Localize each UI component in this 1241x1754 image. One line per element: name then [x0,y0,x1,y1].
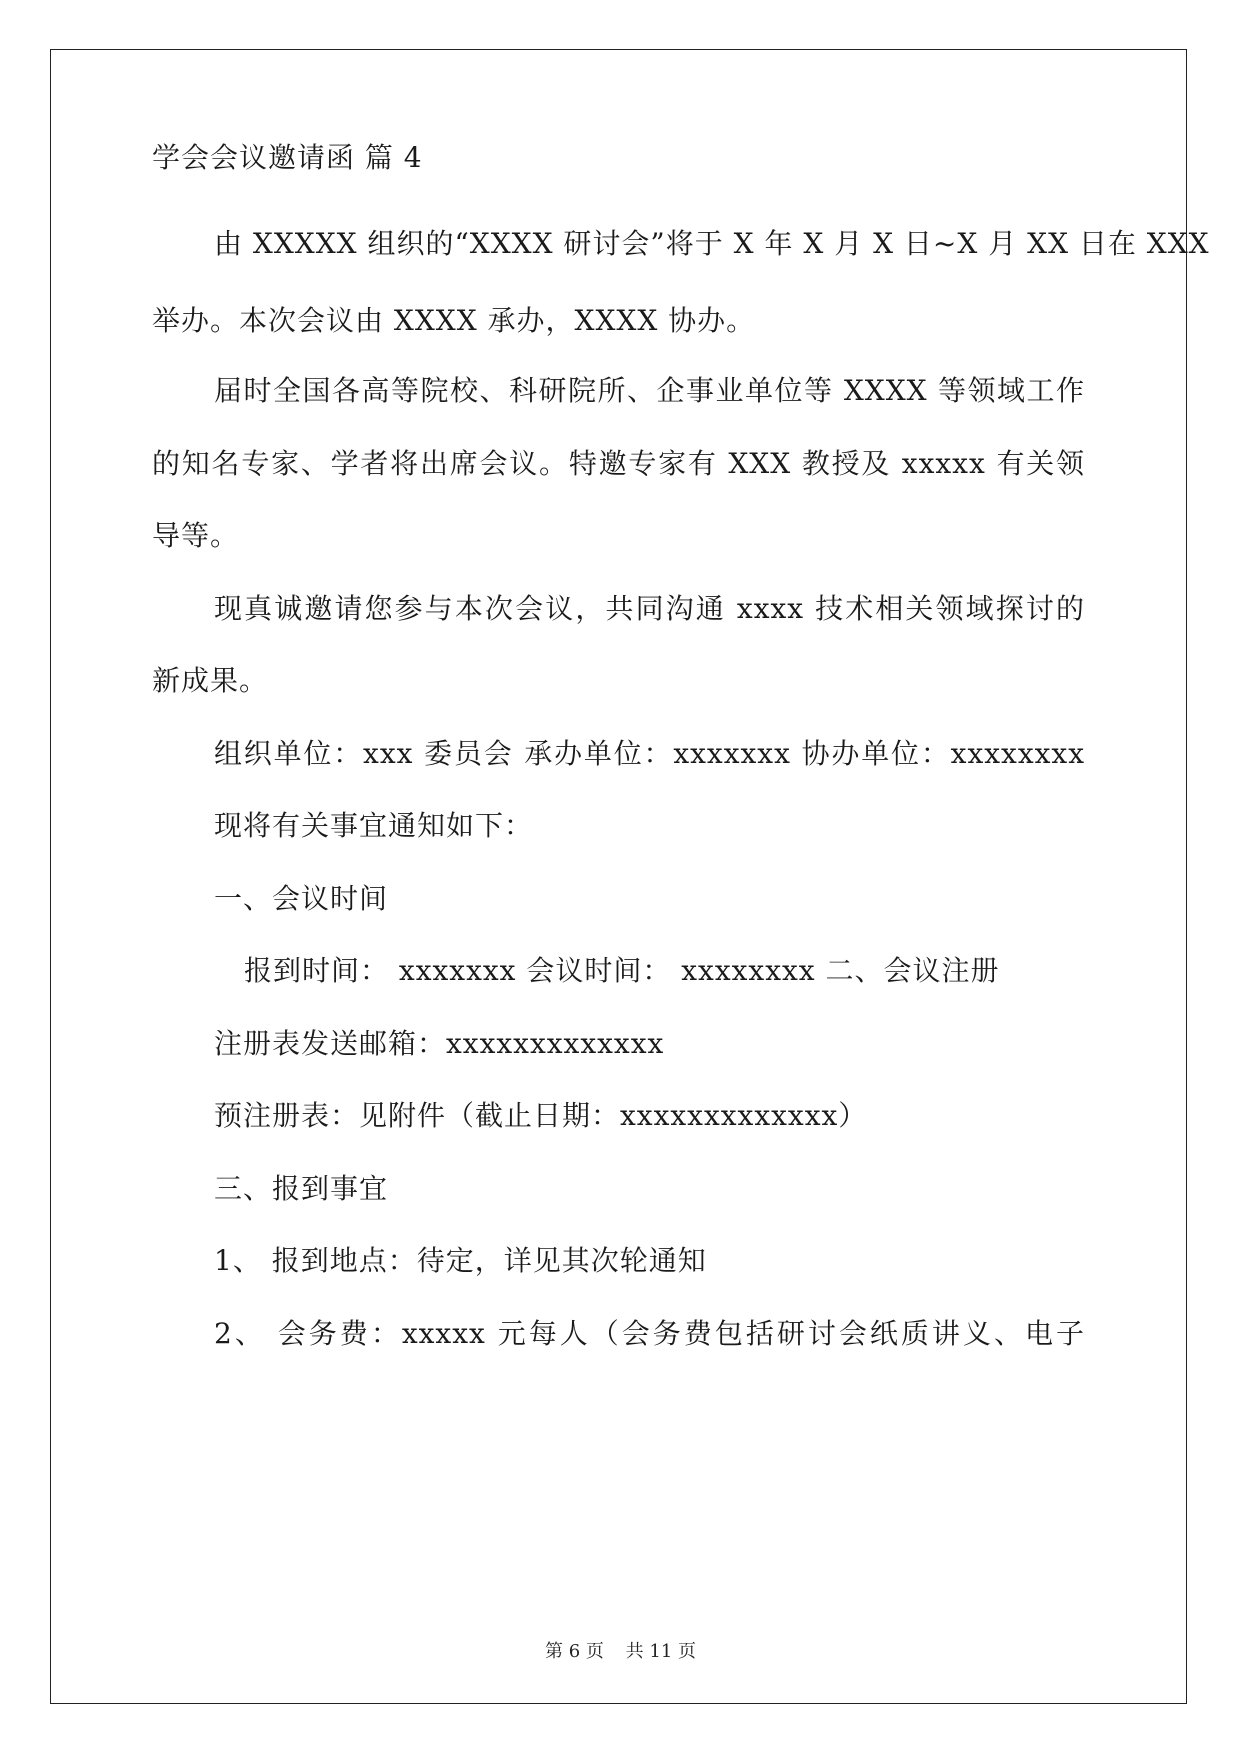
section-1-content: 报到时间： xxxxxxx 会议时间： xxxxxxxx 二、会议注册 [244,954,1000,987]
document-heading: 学会会议邀请函 篇 4 [152,141,423,174]
paragraph-1-line-1: 由 XXXXX 组织的“XXXX 研讨会”将于 X 年 X 月 X 日~X 月 XX 日在 XXX [214,227,1210,260]
list-item-1: 1、 报到地点：待定，详见其次轮通知 [214,1244,707,1277]
paragraph-3-line-2: 新成果。 [152,664,269,697]
list-item-2: 2、 会务费：xxxxx 元每人（会务费包括研讨会纸质讲义、电子 [214,1317,1085,1350]
organizers-line: 组织单位：xxx 委员会 承办单位：xxxxxxx 协办单位：xxxxxxxx [214,737,1085,770]
section-3-title: 三、报到事宜 [214,1172,389,1205]
page-border [50,49,1210,1704]
paragraph-1-line-2: 举办。本次会议由 XXXX 承办，XXXX 协办。 [152,304,756,337]
paragraph-3-line-1: 现真诚邀请您参与本次会议，共同沟通 xxxx 技术相关领域探讨的 [214,592,1085,625]
page-number-total: 共 11 页 [625,1641,696,1662]
pre-register-line: 预注册表：见附件（截止日期：xxxxxxxxxxxxx） [214,1099,868,1132]
page-number-current: 第 6 页 [545,1641,604,1662]
notice-intro: 现将有关事宜通知如下： [214,809,534,842]
paragraph-2-line-2: 的知名专家、学者将出席会议。特邀专家有 XXX 教授及 xxxxx 有关领 [152,447,1085,480]
page-footer [0,1640,1241,1664]
section-1-title: 一、会议时间 [214,882,389,915]
paragraph-2-line-1: 届时全国各高等院校、科研院所、企事业单位等 XXXX 等领域工作 [214,374,1085,407]
register-email-line: 注册表发送邮箱：xxxxxxxxxxxxx [214,1027,665,1060]
paragraph-2-line-3: 导等。 [152,519,240,552]
